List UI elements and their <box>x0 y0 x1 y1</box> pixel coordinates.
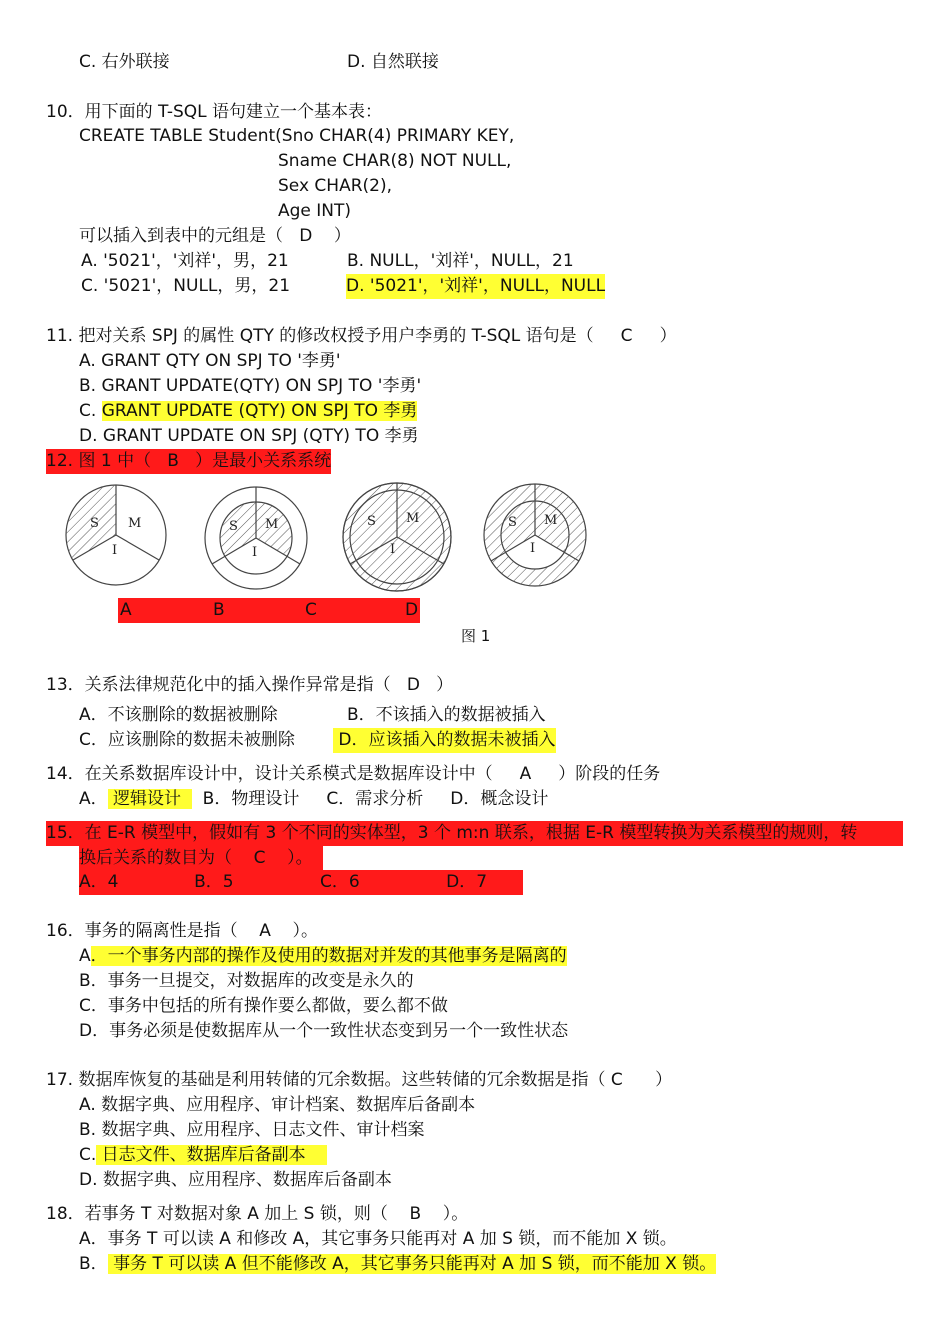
q9-option-c: C. 右外联接 <box>79 52 170 72</box>
q9-option-d: D. 自然联接 <box>347 52 439 72</box>
q10-sql-line: Sex CHAR(2), <box>278 176 392 196</box>
q18-stem: 18．若事务 T 对数据对象 A 加上 S 锁，则（ B ）。 <box>46 1204 469 1224</box>
q14-option-a-prefix: A． <box>79 789 108 809</box>
q10-option-d-highlighted: D. '5021'，'刘祥'，NULL，NULL <box>346 274 605 299</box>
q14-stem: 14．在关系数据库设计中，设计关系模式是数据库设计中（ A ）阶段的任务 <box>46 764 661 784</box>
q15-stem-line1: 15．在 E-R 模型中，假如有 3 个不同的实体型，3 个 m:n 联系，根据 E-R 模型转换为关系模型的规则，转 <box>46 821 903 846</box>
q11-option-b: B. GRANT UPDATE(QTY) ON SPJ TO '李勇' <box>79 376 422 396</box>
q15-options: A．4 B．5 C．6 D．7 <box>79 870 523 895</box>
q17-option-c <box>79 1143 327 1168</box>
label-s: S <box>367 514 376 529</box>
q10-sql-line: Age INT) <box>278 201 352 221</box>
q10-option-b: B. NULL，'刘祥'，NULL，21 <box>347 251 574 271</box>
q14-option-a-answer: 逻辑设计 <box>107 789 192 809</box>
q10-sql-line: Sname CHAR(8) NOT NULL, <box>278 151 512 171</box>
q11-option-c-answer: GRANT UPDATE (QTY) ON SPJ TO 李勇 <box>101 401 418 421</box>
q13-option-d-highlighted: D．应该插入的数据未被插入 <box>333 728 556 753</box>
q16-option-a <box>79 944 567 969</box>
q17-option-d: D. 数据字典、应用程序、数据库后备副本 <box>79 1170 392 1190</box>
label-s: S <box>90 516 99 531</box>
q11-option-c <box>79 399 417 424</box>
label-s: S <box>229 519 238 534</box>
venn-diagrams <box>60 480 600 592</box>
q13-option-a: A．不该删除的数据被删除 <box>79 705 278 725</box>
figure-caption: 图 1 <box>461 627 491 645</box>
q16-option-b: B．事务一旦提交，对数据库的改变是永久的 <box>79 971 414 991</box>
q14-options <box>79 787 548 812</box>
q12-options-bar <box>118 598 420 623</box>
q11-option-c-prefix: C. <box>79 401 102 421</box>
q13-option-c: C．应该删除的数据未被删除 <box>79 730 295 750</box>
q17-option-a: A. 数据字典、应用程序、审计档案、数据库后备副本 <box>79 1095 476 1115</box>
q13-stem: 13．关系法律规范化中的插入操作异常是指（ D ） <box>46 675 454 695</box>
label-m: M <box>128 516 142 531</box>
label-m: M <box>544 513 558 528</box>
label-i: I <box>530 541 536 556</box>
q18-option-a: A．事务 T 可以读 A 和修改 A，其它事务只能再对 A 加 S 锁，而不能加 X 锁。 <box>79 1229 677 1249</box>
q12-option-d: D <box>405 600 419 620</box>
q10-question: 可以插入到表中的元组是（ D ） <box>79 226 351 246</box>
q12-option-a: A <box>120 600 132 620</box>
q16-option-d: D．事务必须是使数据库从一个一致性状态变到另一个一致性状态 <box>79 1021 569 1041</box>
diagram-d <box>484 484 586 586</box>
label-i: I <box>252 545 258 560</box>
q17-option-c-prefix: C. <box>79 1145 97 1165</box>
label-s: S <box>508 515 517 530</box>
label-i: I <box>390 542 396 557</box>
label-m: M <box>406 511 420 526</box>
q16-option-c: C．事务中包括的所有操作要么都做，要么都不做 <box>79 996 448 1016</box>
q18-option-b-prefix: B． <box>79 1254 108 1274</box>
q17-option-b: B. 数据字典、应用程序、日志文件、审计档案 <box>79 1120 425 1140</box>
q10-option-c: C. '5021'，NULL，男，21 <box>81 276 291 296</box>
label-i: I <box>112 543 118 558</box>
q10-sql-line: CREATE TABLE Student(Sno CHAR(4) PRIMARY KEY, <box>79 126 515 146</box>
q14-other-options: B．物理设计 C．需求分析 D．概念设计 <box>191 789 549 809</box>
q17-stem: 17. 数据库恢复的基础是利用转储的冗余数据。这些转储的冗余数据是指（ C ） <box>46 1070 673 1090</box>
q12-stem-highlighted: 12. 图 1 中（ B ）是最小关系系统 <box>46 449 331 474</box>
q16-option-a-answer: ．一个事务内部的操作及使用的数据对并发的其他事务是隔离的 <box>90 946 567 966</box>
q15-stem-line2: 换后关系的数目为（ C ）。 <box>79 846 323 871</box>
q18-option-b <box>79 1252 716 1277</box>
diagram-c <box>343 483 451 591</box>
q11-option-a: A. GRANT QTY ON SPJ TO '李勇' <box>79 351 341 371</box>
q16-stem: 16．事务的隔离性是指（ A ）。 <box>46 921 318 941</box>
q11-stem: 11. 把对关系 SPJ 的属性 QTY 的修改权授予用户李勇的 T-SQL 语句是（ C ） <box>46 326 677 346</box>
label-m: M <box>265 517 279 532</box>
q13-option-b: B．不该插入的数据被插入 <box>347 705 546 725</box>
q16-option-a-prefix: A <box>79 946 91 966</box>
q10-stem: 10．用下面的 T-SQL 语句建立一个基本表： <box>46 102 383 122</box>
q10-option-a: A. '5021'，'刘祥'，男，21 <box>81 251 289 271</box>
q11-option-d: D. GRANT UPDATE ON SPJ (QTY) TO 李勇 <box>79 426 419 446</box>
figure-1 <box>60 480 600 600</box>
diagram-b <box>205 487 307 589</box>
diagram-a <box>66 485 166 585</box>
q18-option-b-answer: 事务 T 可以读 A 但不能修改 A，其它事务只能再对 A 加 S 锁，而不能加 X 锁。 <box>107 1254 717 1274</box>
q12-option-b: B <box>213 600 225 620</box>
q17-option-c-answer: 日志文件、数据库后备副本 <box>96 1145 328 1165</box>
q12-option-c: C <box>305 600 317 620</box>
